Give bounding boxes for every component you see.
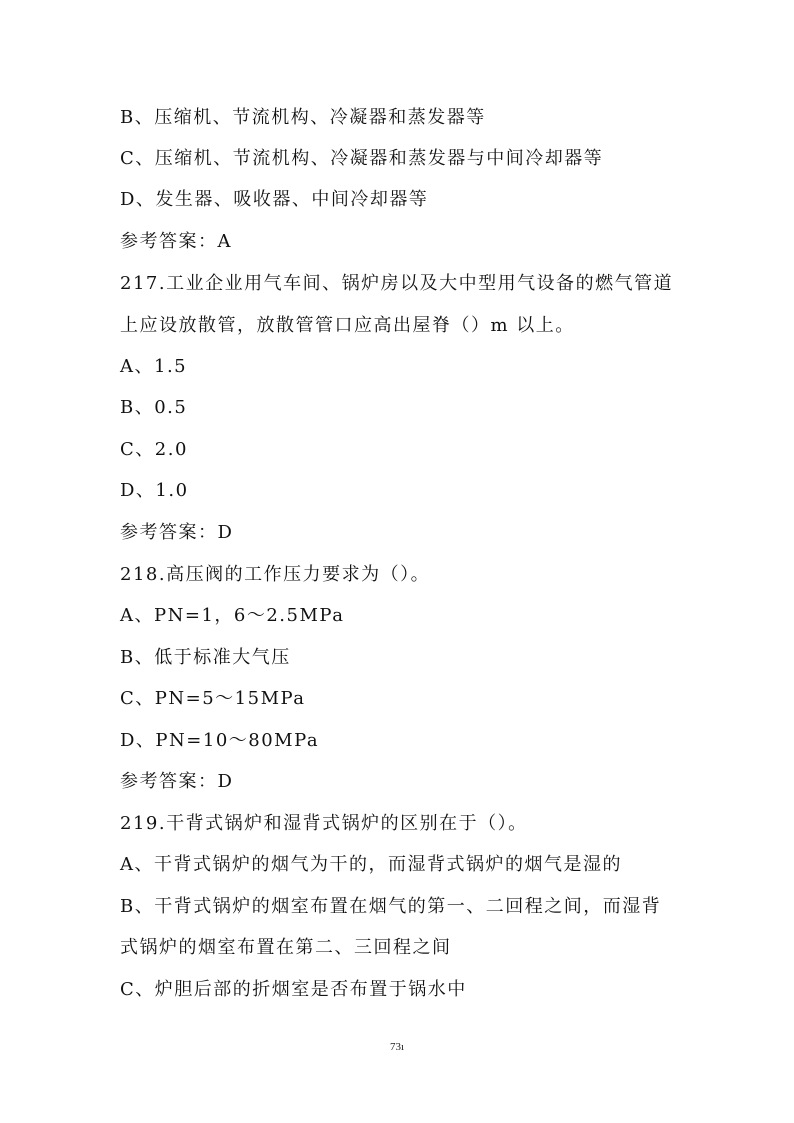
- option-a-line: A、1.5: [120, 356, 188, 377]
- option-b-line-1: B、干背式锅炉的烟室布置在烟气的第一、二回程之间，而湿背: [120, 896, 662, 917]
- question-218-line: 218.高压阀的工作压力要求为（）。: [120, 564, 431, 585]
- answer-line: 参考答案：D: [120, 522, 234, 543]
- option-a-line: A、PN=1，6～2.5MPa: [120, 605, 345, 626]
- option-d-line: D、1.0: [120, 480, 189, 501]
- question-217-line-2: 上应设放散管，放散管管口应高出屋脊（）m 以上。: [120, 315, 575, 336]
- page-number: 73ı: [389, 1041, 405, 1053]
- answer-line: 参考答案：D: [120, 771, 234, 792]
- option-b-line: B、低于标准大气压: [120, 647, 291, 668]
- option-c-line: C、PN=5～15MPa: [120, 688, 306, 709]
- answer-line: 参考答案：A: [120, 231, 232, 252]
- option-a-line: A、干背式锅炉的烟气为干的，而湿背式锅炉的烟气是湿的: [120, 854, 622, 875]
- option-c-line: C、2.0: [120, 439, 188, 460]
- question-219-line: 219.干背式锅炉和湿背式锅炉的区别在于（）。: [120, 813, 528, 834]
- option-d-line: D、发生器、吸收器、中间冷却器等: [120, 189, 429, 210]
- option-b-line: B、0.5: [120, 397, 188, 418]
- question-217-line-1: 217.工业企业用气车间、锅炉房以及大中型用气设备的燃气管道: [120, 273, 674, 294]
- option-c-line: C、炉胆后部的折烟室是否布置于锅水中: [120, 979, 467, 1000]
- option-d-line: D、PN=10～80MPa: [120, 730, 320, 751]
- option-b-line-2: 式锅炉的烟室布置在第二、三回程之间: [120, 937, 452, 958]
- option-b-line: B、压缩机、节流机构、冷凝器和蒸发器等: [120, 107, 486, 128]
- option-c-line: C、压缩机、节流机构、冷凝器和蒸发器与中间冷却器等: [120, 148, 604, 169]
